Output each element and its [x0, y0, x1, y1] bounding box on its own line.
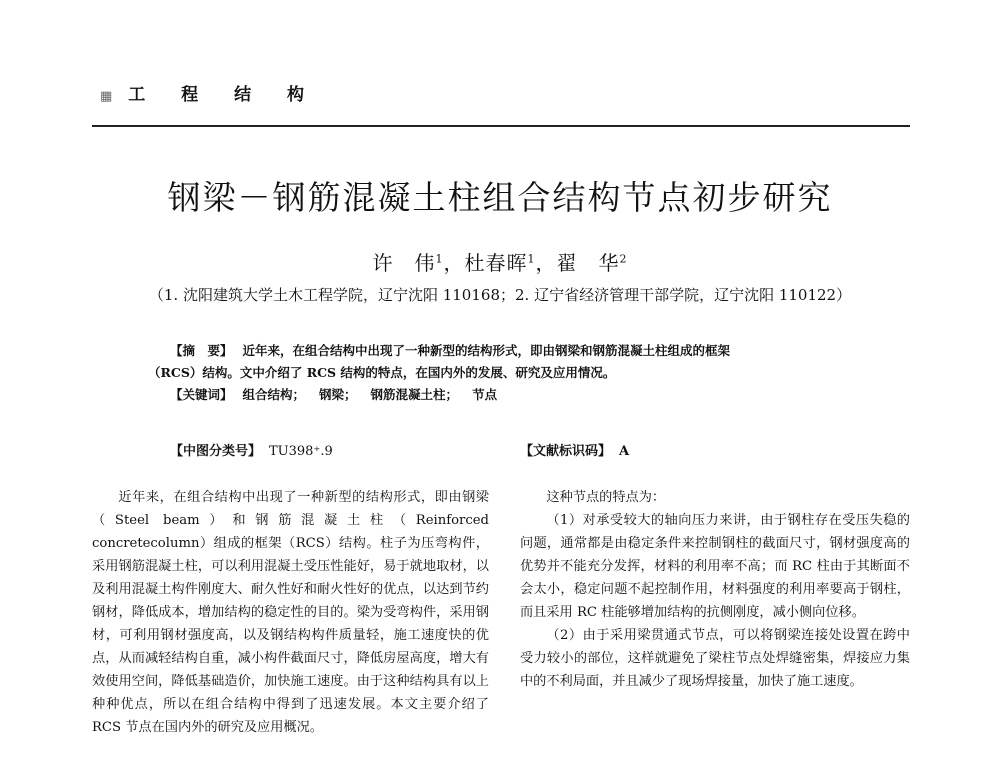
keywords-label: 【关键词】 — [170, 387, 233, 402]
header-char: 程 — [181, 85, 201, 105]
body-paragraph: （1）对承受较大的轴向压力来讲，由于钢柱存在受压失稳的问题，通常都是由稳定条件来控制钢柱的截面尺寸，钢材强度高的优势并不能充分发挥，材料的利用率不高；而 RC 柱由于其断面不会太小，稳定问题不起控制作用，材料强度的利用率要高于钢柱，而且采用 RC 柱能够增加结构的抗侧刚度，减小侧向位移。 — [520, 513, 910, 620]
classification-value: TU398⁺.9 — [269, 444, 333, 459]
header-ornament-icon: ▦ — [100, 89, 115, 104]
header-char: 构 — [286, 85, 306, 105]
body-column-right — [520, 486, 910, 693]
body-column-left — [92, 486, 489, 739]
abstract-label: 【摘 要】 — [170, 343, 233, 358]
paper-title: 钢梁－钢筋混凝土柱组合结构节点初步研究 — [167, 178, 833, 217]
author-affil-mark: 1 — [527, 252, 536, 266]
header-rule — [92, 125, 910, 127]
author-list: 许 伟$^1$，杜春晖$^1$，翟 华$^2$ — [372, 251, 628, 275]
body-paragraph: 这种节点的特点为： — [546, 490, 666, 505]
keyword: 组合结构； — [242, 387, 306, 402]
keyword: 钢梁； — [319, 387, 357, 402]
abstract-block — [148, 340, 868, 406]
author-name: 许 伟 — [372, 251, 436, 275]
affiliations: （1. 沈阳建筑大学土木工程学院，辽宁沈阳 110168；2. 辽宁省经济管理干部学院，辽宁沈阳 110122） — [148, 286, 852, 304]
classification-number — [170, 440, 333, 459]
keyword: 钢筋混凝土柱； — [370, 387, 459, 402]
author-affil-mark: 1 — [435, 252, 444, 266]
header-char: 结 — [234, 85, 254, 105]
author-affil-mark: 2 — [619, 252, 628, 266]
author-name: 翟 华 — [556, 251, 620, 275]
keywords-line — [148, 384, 868, 406]
keyword: 节点 — [472, 387, 498, 402]
body-paragraph: （2）由于采用梁贯通式节点，可以将钢梁连接处设置在跨中受力较小的部位，这样就避免了梁柱节点处焊缝密集，焊接应力集中的不利局面，并且减少了现场焊接量，加快了施工速度。 — [520, 628, 910, 689]
header-char: 工 — [128, 85, 148, 105]
body-paragraph: 近年来，在组合结构中出现了一种新型的结构形式，即由钢梁（Steel beam）和钢筋混凝土柱（Reinforced concretecolumn）组成的框架（RCS）结构。柱子为压弯构件，采用钢筋混凝土柱，可以利用混凝土受压性能好，易于就地取材，以及利用混凝土构件刚度大、耐久性好和耐火性好的优点，以达到节约钢材，降低成本，增加结构的稳定性的目的。梁为受弯构件，采用钢材，可利用钢材强度高，以及钢结构构件质量轻，施工速度快的优点，从而减轻结构自重，减小构件截面尺寸，降低房屋高度，增大有效使用空间，降低基础造价，加快施工速度。由于这种结构具有以上种种优点，所以在组合结构中得到了迅速发展。本文主要介绍了 RCS 节点在国内外的研究及应用概况。 — [92, 490, 489, 735]
document-code-label: 【文献标识码】 — [520, 444, 612, 459]
abstract-line-1 — [148, 340, 868, 362]
abstract-text: 近年来，在组合结构中出现了一种新型的结构形式，即由钢梁和钢筋混凝土柱组成的框架 — [242, 343, 731, 358]
document-code-value: A — [619, 444, 630, 459]
abstract-line-2: （RCS）结构。文中介绍了 RCS 结构的特点，在国内外的发展、研究及应用情况。 — [148, 365, 616, 380]
document-code — [520, 440, 629, 459]
author-name: 杜春晖 — [464, 251, 528, 275]
classification-label: 【中图分类号】 — [170, 444, 262, 459]
journal-section-header — [100, 80, 332, 105]
